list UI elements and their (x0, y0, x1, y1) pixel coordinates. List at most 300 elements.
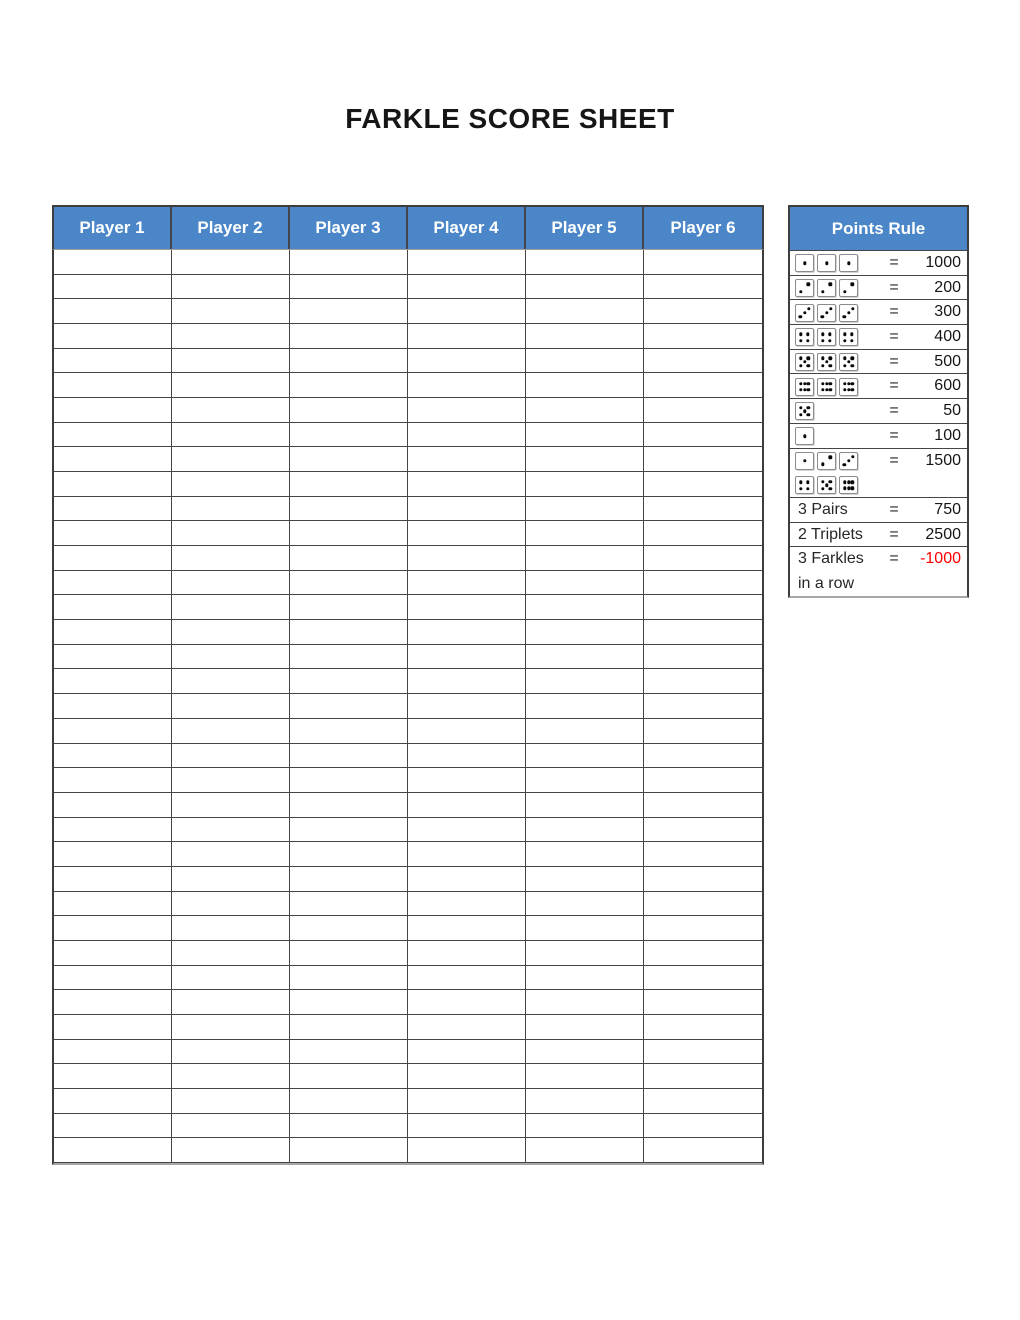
score-cell (54, 620, 172, 645)
score-cell (290, 1114, 408, 1139)
score-cell (172, 1040, 290, 1065)
score-cell (526, 645, 644, 670)
score-cell (408, 916, 526, 941)
rule-label: 3 Pairs (798, 500, 848, 518)
points-rule-row (790, 546, 967, 595)
score-cell (290, 595, 408, 620)
score-cell (172, 275, 290, 300)
score-cell (172, 768, 290, 793)
score-cell (526, 373, 644, 398)
score-cell (644, 941, 762, 966)
score-cell (644, 620, 762, 645)
score-cell (172, 472, 290, 497)
score-cell (526, 694, 644, 719)
die-5-icon (817, 353, 836, 371)
score-cell (54, 275, 172, 300)
points-rule-row (790, 522, 967, 547)
score-cell (408, 250, 526, 275)
score-cell (408, 571, 526, 596)
score-cell (644, 398, 762, 423)
points-rule-row (790, 299, 967, 324)
score-cell (644, 497, 762, 522)
rule-label: in a row (798, 574, 855, 592)
score-cell (290, 1138, 408, 1163)
score-cell (54, 423, 172, 448)
score-cell (526, 842, 644, 867)
score-cell (408, 521, 526, 546)
die-6-icon (839, 476, 858, 494)
equals-sign: = (889, 550, 899, 568)
score-cell (54, 669, 172, 694)
score-cell (54, 1114, 172, 1139)
score-cell (644, 250, 762, 275)
score-cell (290, 546, 408, 571)
score-cell (644, 892, 762, 917)
rule-label: 2 Triplets (798, 525, 863, 543)
points-value: 200 (934, 278, 961, 296)
equals-sign: = (889, 278, 899, 296)
score-cell (644, 1040, 762, 1065)
equals-sign: = (889, 500, 899, 518)
score-cell (54, 768, 172, 793)
score-cell (290, 842, 408, 867)
score-cell (526, 571, 644, 596)
score-cell (290, 694, 408, 719)
score-cell (172, 299, 290, 324)
score-cell (644, 349, 762, 374)
score-cell (408, 324, 526, 349)
score-cell (526, 1114, 644, 1139)
score-cell (54, 916, 172, 941)
score-cell (290, 990, 408, 1015)
score-cell (54, 694, 172, 719)
score-cell (644, 571, 762, 596)
score-cell (172, 521, 290, 546)
score-cell (644, 1064, 762, 1089)
score-cell (290, 719, 408, 744)
points-rule-row (790, 275, 967, 300)
die-5-icon (795, 402, 814, 420)
points-rule-row (790, 398, 967, 423)
die-4-icon (795, 328, 814, 346)
rule-label: 3 Farkles (798, 550, 864, 568)
score-cell (290, 1015, 408, 1040)
score-cell (54, 1064, 172, 1089)
die-3-icon (839, 304, 858, 322)
score-cell (290, 1040, 408, 1065)
score-cell (54, 571, 172, 596)
column-header-player-4: Player 4 (408, 207, 526, 249)
column-header-player-3: Player 3 (290, 207, 408, 249)
score-cell (644, 990, 762, 1015)
score-cell (290, 521, 408, 546)
score-cell (408, 398, 526, 423)
score-cell (172, 818, 290, 843)
score-cell (526, 1089, 644, 1114)
score-cell (54, 867, 172, 892)
score-cell (526, 497, 644, 522)
equals-sign: = (889, 451, 899, 469)
die-1-icon (817, 254, 836, 272)
score-cell (644, 793, 762, 818)
points-rule-row (790, 423, 967, 448)
score-cell (172, 595, 290, 620)
score-cell (526, 250, 644, 275)
score-cell (172, 250, 290, 275)
score-cell (526, 1040, 644, 1065)
score-cell (408, 423, 526, 448)
score-cell (172, 941, 290, 966)
score-cell (526, 719, 644, 744)
score-cell (644, 818, 762, 843)
score-table-header-row (52, 205, 764, 250)
score-cell (172, 916, 290, 941)
points-value: 1500 (925, 451, 961, 469)
score-cell (408, 941, 526, 966)
score-cell (54, 349, 172, 374)
score-cell (172, 398, 290, 423)
score-cell (290, 373, 408, 398)
score-cell (54, 1089, 172, 1114)
score-cell (644, 842, 762, 867)
column-header-player-5: Player 5 (526, 207, 644, 249)
score-cell (54, 472, 172, 497)
score-cell (644, 1138, 762, 1163)
score-cell (644, 472, 762, 497)
score-cell (54, 250, 172, 275)
score-cell (644, 275, 762, 300)
score-cell (54, 793, 172, 818)
score-cell (408, 546, 526, 571)
die-6-icon (817, 378, 836, 396)
score-cell (54, 966, 172, 991)
column-header-player-1: Player 1 (54, 207, 172, 249)
score-cell (290, 941, 408, 966)
die-2-icon (839, 279, 858, 297)
score-cell (290, 472, 408, 497)
score-cell (54, 497, 172, 522)
score-cell (54, 1138, 172, 1163)
score-cell (54, 299, 172, 324)
score-cell (290, 1089, 408, 1114)
die-1-icon (795, 254, 814, 272)
score-cell (526, 620, 644, 645)
score-cell (644, 324, 762, 349)
points-value: -1000 (920, 550, 961, 568)
score-cell (172, 1114, 290, 1139)
score-cell (290, 892, 408, 917)
points-rule-row (790, 497, 967, 522)
score-cell (290, 793, 408, 818)
score-cell (408, 892, 526, 917)
score-cell (408, 1089, 526, 1114)
score-cell (290, 324, 408, 349)
score-cell (644, 521, 762, 546)
score-cell (290, 818, 408, 843)
points-rule-row (790, 448, 967, 497)
points-rule-row (790, 373, 967, 398)
points-value: 1000 (925, 254, 961, 271)
score-cell (54, 447, 172, 472)
die-5-icon (839, 353, 858, 371)
score-cell (408, 694, 526, 719)
score-cell (290, 966, 408, 991)
score-cell (290, 447, 408, 472)
score-cell (526, 1064, 644, 1089)
points-rule-row (790, 349, 967, 374)
score-cell (644, 1114, 762, 1139)
points-value: 400 (934, 328, 961, 346)
score-cell (408, 349, 526, 374)
score-cell (54, 373, 172, 398)
points-rule-panel (788, 205, 969, 598)
score-cell (526, 990, 644, 1015)
score-cell (526, 941, 644, 966)
score-cell (644, 916, 762, 941)
die-2-icon (817, 452, 836, 470)
score-cell (526, 423, 644, 448)
score-cell (172, 966, 290, 991)
dice-combination (790, 473, 967, 498)
score-cell (644, 645, 762, 670)
points-value: 750 (934, 500, 961, 518)
score-cell (172, 694, 290, 719)
score-cell (172, 620, 290, 645)
score-cell (290, 275, 408, 300)
score-cell (54, 818, 172, 843)
score-cell (54, 398, 172, 423)
die-4-icon (795, 476, 814, 494)
score-cell (172, 744, 290, 769)
score-cell (644, 423, 762, 448)
score-cell (290, 645, 408, 670)
die-1-icon (795, 452, 814, 470)
score-cell (644, 299, 762, 324)
score-cell (408, 990, 526, 1015)
score-cell (526, 595, 644, 620)
score-cell (408, 793, 526, 818)
score-cell (408, 299, 526, 324)
dice-combination (790, 399, 967, 424)
die-5-icon (817, 476, 836, 494)
points-value: 600 (934, 377, 961, 395)
score-cell (644, 669, 762, 694)
score-cell (408, 966, 526, 991)
equals-sign: = (889, 402, 899, 420)
score-cell (526, 1138, 644, 1163)
score-cell (172, 645, 290, 670)
score-cell (644, 744, 762, 769)
score-cell (644, 694, 762, 719)
score-cell (290, 349, 408, 374)
score-cell (408, 719, 526, 744)
score-cell (526, 349, 644, 374)
score-cell (172, 373, 290, 398)
points-value: 500 (934, 352, 961, 370)
score-cell (526, 892, 644, 917)
score-cell (644, 373, 762, 398)
points-rule-rows (790, 250, 967, 596)
points-value: 50 (943, 402, 961, 420)
score-table-body (52, 250, 764, 1165)
score-cell (290, 497, 408, 522)
score-cell (526, 1015, 644, 1040)
score-cell (644, 1015, 762, 1040)
score-cell (408, 1114, 526, 1139)
score-cell (172, 1138, 290, 1163)
score-table (52, 205, 764, 1165)
score-cell (290, 744, 408, 769)
score-cell (290, 867, 408, 892)
score-cell (172, 571, 290, 596)
score-cell (408, 669, 526, 694)
score-cell (644, 768, 762, 793)
score-cell (172, 349, 290, 374)
score-cell (526, 447, 644, 472)
die-4-icon (817, 328, 836, 346)
score-cell (290, 768, 408, 793)
score-cell (526, 669, 644, 694)
die-2-icon (795, 279, 814, 297)
die-1-icon (839, 254, 858, 272)
score-cell (408, 595, 526, 620)
score-cell (172, 867, 290, 892)
score-cell (644, 867, 762, 892)
die-6-icon (839, 378, 858, 396)
score-cell (54, 645, 172, 670)
points-value: 300 (934, 303, 961, 321)
score-cell (644, 447, 762, 472)
score-cell (644, 966, 762, 991)
score-cell (526, 472, 644, 497)
score-cell (526, 966, 644, 991)
points-rule-row (790, 250, 967, 275)
points-rule-title: Points Rule (790, 207, 967, 250)
die-3-icon (795, 304, 814, 322)
points-value: 100 (934, 426, 961, 444)
score-cell (172, 546, 290, 571)
score-cell (526, 867, 644, 892)
score-cell (54, 941, 172, 966)
score-cell (408, 768, 526, 793)
score-cell (172, 1064, 290, 1089)
score-cell (408, 818, 526, 843)
score-cell (526, 744, 644, 769)
score-cell (408, 842, 526, 867)
score-cell (526, 768, 644, 793)
score-cell (290, 571, 408, 596)
score-cell (290, 398, 408, 423)
score-cell (54, 892, 172, 917)
score-cell (408, 867, 526, 892)
score-cell (644, 595, 762, 620)
score-cell (526, 793, 644, 818)
die-4-icon (839, 328, 858, 346)
score-cell (408, 497, 526, 522)
score-cell (54, 990, 172, 1015)
column-header-player-6: Player 6 (670, 218, 736, 237)
die-3-icon (839, 452, 858, 470)
equals-sign: = (889, 525, 899, 543)
score-cell (644, 1089, 762, 1114)
score-cell (526, 398, 644, 423)
equals-sign: = (889, 303, 899, 321)
score-cell (526, 275, 644, 300)
score-cell (172, 1015, 290, 1040)
score-cell (408, 472, 526, 497)
score-cell (54, 595, 172, 620)
equals-sign: = (889, 352, 899, 370)
score-cell (172, 892, 290, 917)
score-cell (290, 1064, 408, 1089)
score-cell (526, 546, 644, 571)
score-cell (54, 842, 172, 867)
score-cell (172, 447, 290, 472)
score-cell (172, 324, 290, 349)
score-cell (172, 423, 290, 448)
score-cell (290, 299, 408, 324)
score-cell (54, 1015, 172, 1040)
die-3-icon (817, 304, 836, 322)
score-cell (290, 916, 408, 941)
points-rule-row (790, 324, 967, 349)
score-cell (408, 620, 526, 645)
score-cell (290, 620, 408, 645)
equals-sign: = (889, 328, 899, 346)
die-5-icon (795, 353, 814, 371)
column-header-player-2: Player 2 (172, 207, 290, 249)
die-1-icon (795, 427, 814, 445)
equals-sign: = (889, 377, 899, 395)
score-cell (54, 1040, 172, 1065)
score-cell (172, 1089, 290, 1114)
score-cell (644, 546, 762, 571)
die-2-icon (817, 279, 836, 297)
score-cell (408, 1015, 526, 1040)
score-cell (526, 818, 644, 843)
equals-sign: = (889, 426, 899, 444)
score-cell (408, 373, 526, 398)
score-cell (54, 521, 172, 546)
score-cell (408, 645, 526, 670)
score-cell (408, 275, 526, 300)
score-cell (54, 546, 172, 571)
score-cell (526, 299, 644, 324)
score-cell (172, 669, 290, 694)
score-cell (526, 916, 644, 941)
points-value: 2500 (925, 525, 961, 543)
score-cell (644, 719, 762, 744)
die-6-icon (795, 378, 814, 396)
score-cell (408, 1138, 526, 1163)
score-cell (408, 744, 526, 769)
score-cell (54, 744, 172, 769)
score-cell (408, 1040, 526, 1065)
score-cell (290, 669, 408, 694)
score-cell (172, 990, 290, 1015)
score-cell (290, 423, 408, 448)
score-cell (172, 793, 290, 818)
score-cell (172, 497, 290, 522)
score-cell (172, 719, 290, 744)
equals-sign: = (889, 254, 899, 271)
score-cell (526, 324, 644, 349)
page-title: FARKLE SCORE SHEET (345, 103, 675, 134)
score-cell (54, 324, 172, 349)
score-cell (526, 521, 644, 546)
score-cell (408, 447, 526, 472)
score-cell (290, 250, 408, 275)
